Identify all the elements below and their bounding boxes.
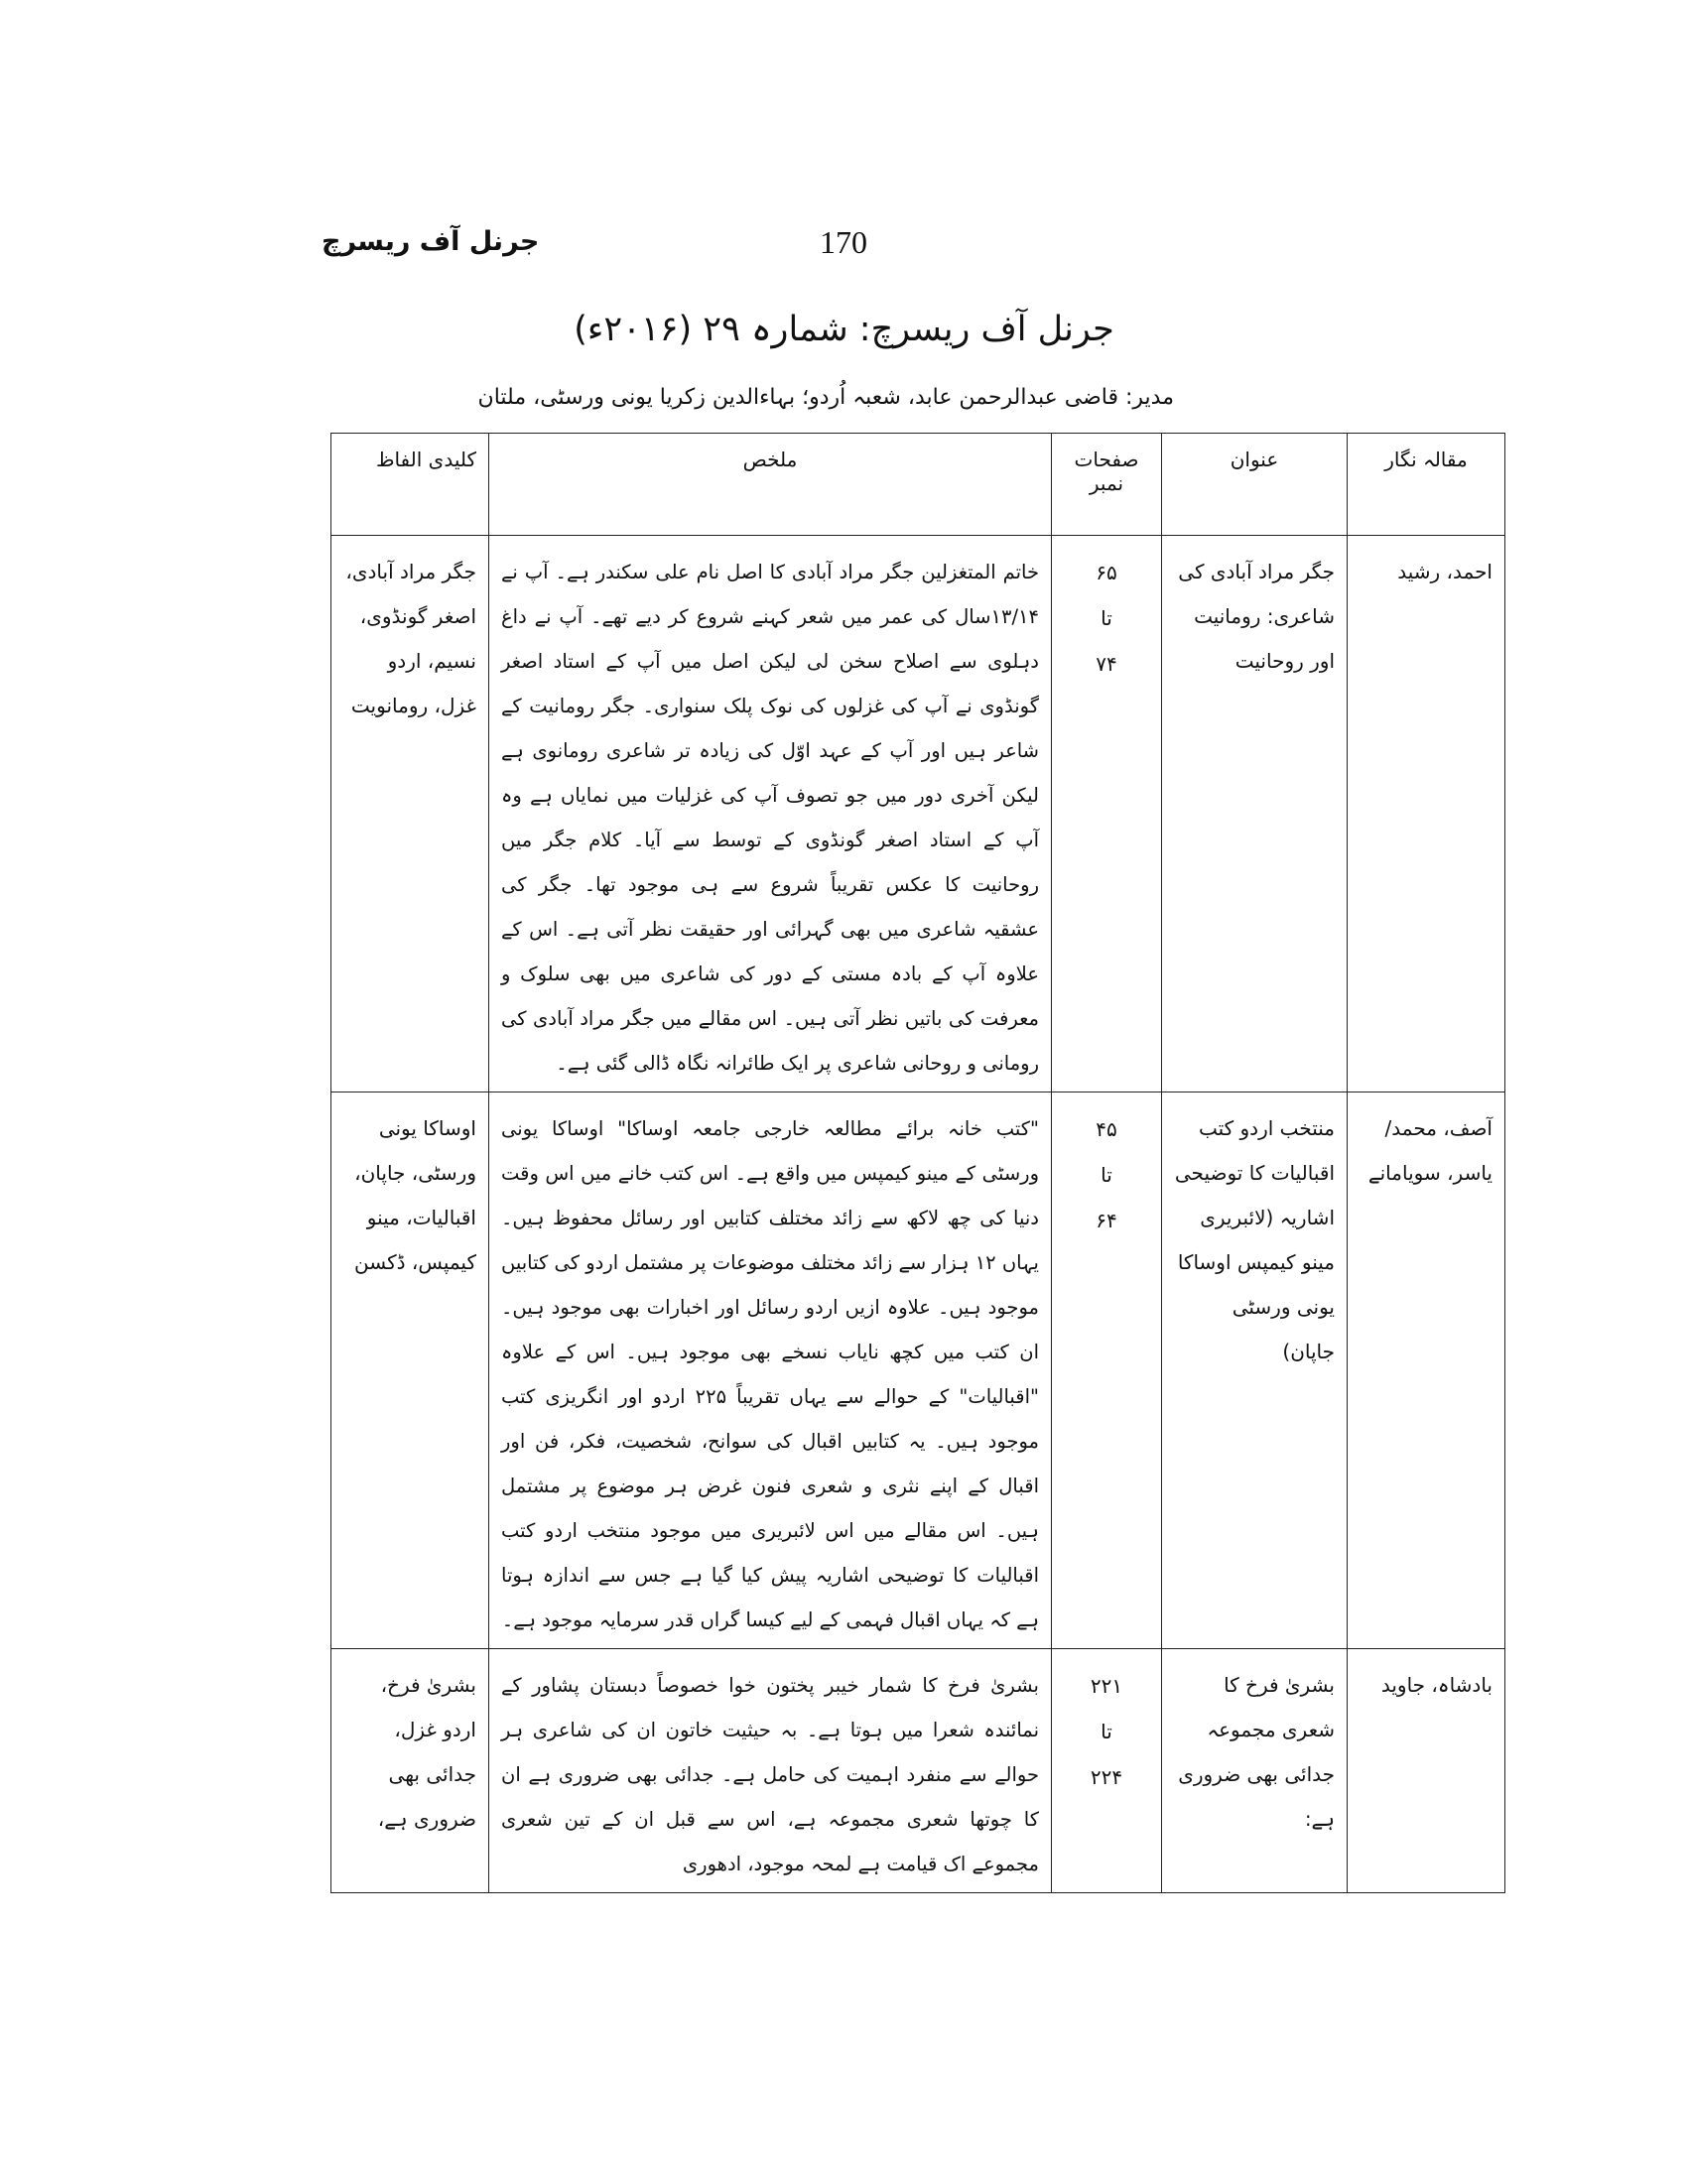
page-separator: تا <box>1101 1720 1112 1743</box>
table-row <box>331 1649 1505 1893</box>
header-abstract: ملخص <box>489 434 1052 536</box>
author-cell: آصف، محمد/ یاسر، سویامانے <box>1348 1092 1505 1649</box>
keywords-cell: بشریٰ فرخ، اردو غزل، جدائی بھی ضروری ہے، <box>331 1649 489 1893</box>
author-cell: احمد، رشید <box>1348 536 1505 1092</box>
page-separator: تا <box>1101 1163 1112 1187</box>
title-cell: منتخب اردو کتب اقبالیات کا توضیحی اشاریہ (لائبریری مینو کیمپس اوساکا یونی ورسٹی جاپان) <box>1162 1092 1348 1649</box>
pages-cell <box>1052 1649 1162 1893</box>
keywords-cell: اوساکا یونی ورسٹی، جاپان، اقبالیات، مینو کیمپس، ڈکسن <box>331 1092 489 1649</box>
journal-title: جرنل آف ریسرچ: شمارہ ۲۹ (۲۰۱۶ء) <box>574 310 1114 349</box>
header-author: مقالہ نگار <box>1348 434 1505 536</box>
title-cell: بشریٰ فرخ کا شعری مجموعہ جدائی بھی ضروری ہے: <box>1162 1649 1348 1893</box>
page-to: ۲۲۴ <box>1090 1765 1123 1789</box>
header-pages: صفحات نمبر <box>1052 434 1162 536</box>
header-title: عنوان <box>1162 434 1348 536</box>
page-from: ۴۵ <box>1096 1117 1117 1141</box>
page-from: ۶۵ <box>1096 561 1117 584</box>
abstract-cell: بشریٰ فرخ کا شمار خیبر پختون خوا خصوصاً دبستان پشاور کے نمائندہ شعرا میں ہوتا ہے۔ بہ حیثیت خاتون ان کی شاعری ہر حوالے سے منفرد اہمیت کی حامل ہے۔ جدائی بھی ضروری ہے ان کا چوتھا شعری مجموعہ ہے، اس سے قبل ان کے تین شعری مجموعے اک قیامت ہے لمحہ موجود، ادھوری <box>489 1649 1052 1893</box>
table-row <box>331 1092 1505 1649</box>
table-header-row <box>331 434 1505 536</box>
header-keywords: کلیدی الفاظ <box>331 434 489 536</box>
keywords-cell: جگر مراد آبادی، اصغر گونڈوی، نسیم، اردو غزل، رومانویت <box>331 536 489 1092</box>
page-from: ۲۲۱ <box>1090 1674 1123 1698</box>
editor-line: مدیر: قاضی عبدالرحمن عابد، شعبہ اُردو؛ بہاءالدین زکریا یونی ورسٹی، ملتان <box>477 385 1174 410</box>
articles-table <box>330 433 1505 1893</box>
page-to: ۶۴ <box>1096 1209 1117 1232</box>
page-separator: تا <box>1101 606 1112 630</box>
running-head: جرنل آف ریسرچ <box>322 226 540 257</box>
pages-cell <box>1052 536 1162 1092</box>
abstract-cell: "کتب خانہ برائے مطالعہ خارجی جامعہ اوساکا" اوساکا یونی ورسٹی کے مینو کیمپس میں واقع ہے۔ اس کتب خانے میں اس وقت دنیا کی چھ لاکھ سے زائد مختلف کتابیں اور رسائل محفوظ ہیں۔ یہاں ۱۲ ہزار سے زائد مختلف موضوعات پر مشتمل اردو کی کتابیں موجود ہیں۔ علاوہ ازیں اردو رسائل اور اخبارات بھی موجود ہیں۔ ان کتب میں کچھ نایاب نسخے بھی موجود ہیں۔ اس کے علاوہ "اقبالیات" کے حوالے سے یہاں تقریباً ۲۲۵ اردو اور انگریزی کتب موجود ہیں۔ یہ کتابیں اقبال کی سوانح، شخصیت، فکر، فن اور اقبال کے اپنے نثری و شعری فنون غرض ہر موضوع پر مشتمل ہیں۔ اس مقالے میں اس لائبریری میں موجود منتخب اردو کتب اقبالیات کا توضیحی اشاریہ پیش کیا گیا ہے جس سے اندازہ ہوتا ہے کہ یہاں اقبال فہمی کے لیے کیسا گراں قدر سرمایہ موجود ہے۔ <box>489 1092 1052 1649</box>
page-to: ۷۴ <box>1096 652 1117 676</box>
page-number: 170 <box>820 224 867 260</box>
abstract-cell: خاتم المتغزلین جگر مراد آبادی کا اصل نام علی سکندر ہے۔ آپ نے ۱۳/۱۴سال کی عمر میں شعر کہنے شروع کر دیے تھے۔ آپ نے داغ دہلوی سے اصلاح سخن لی لیکن اصل میں آپ کے استاد اصغر گونڈوی نے آپ کی غزلوں کی نوک پلک سنواری۔ جگر رومانیت کے شاعر ہیں اور آپ کے عہد اوّل کی زیادہ تر شاعری رومانوی ہے لیکن آخری دور میں جو تصوف آپ کی غزلیات میں نمایاں ہے وہ آپ کے استاد اصغر گونڈوی کے توسط سے آیا۔ کلام جگر میں روحانیت کا عکس تقریباً شروع سے ہی موجود تھا۔ جگر کی عشقیہ شاعری میں بھی گہرائی اور حقیقت نظر آتی ہے۔ اس کے علاوہ آپ کے بادہ مستی کے دور کی شاعری میں بھی سلوک و معرفت کی باتیں نظر آتی ہیں۔ اس مقالے میں جگر مراد آبادی کی رومانی و روحانی شاعری پر ایک طائرانہ نگاہ ڈالی گئی ہے۔ <box>489 536 1052 1092</box>
pages-cell <box>1052 1092 1162 1649</box>
author-cell: بادشاہ، جاوید <box>1348 1649 1505 1893</box>
table-row <box>331 536 1505 1092</box>
title-cell: جگر مراد آبادی کی شاعری: رومانیت اور روحانیت <box>1162 536 1348 1092</box>
